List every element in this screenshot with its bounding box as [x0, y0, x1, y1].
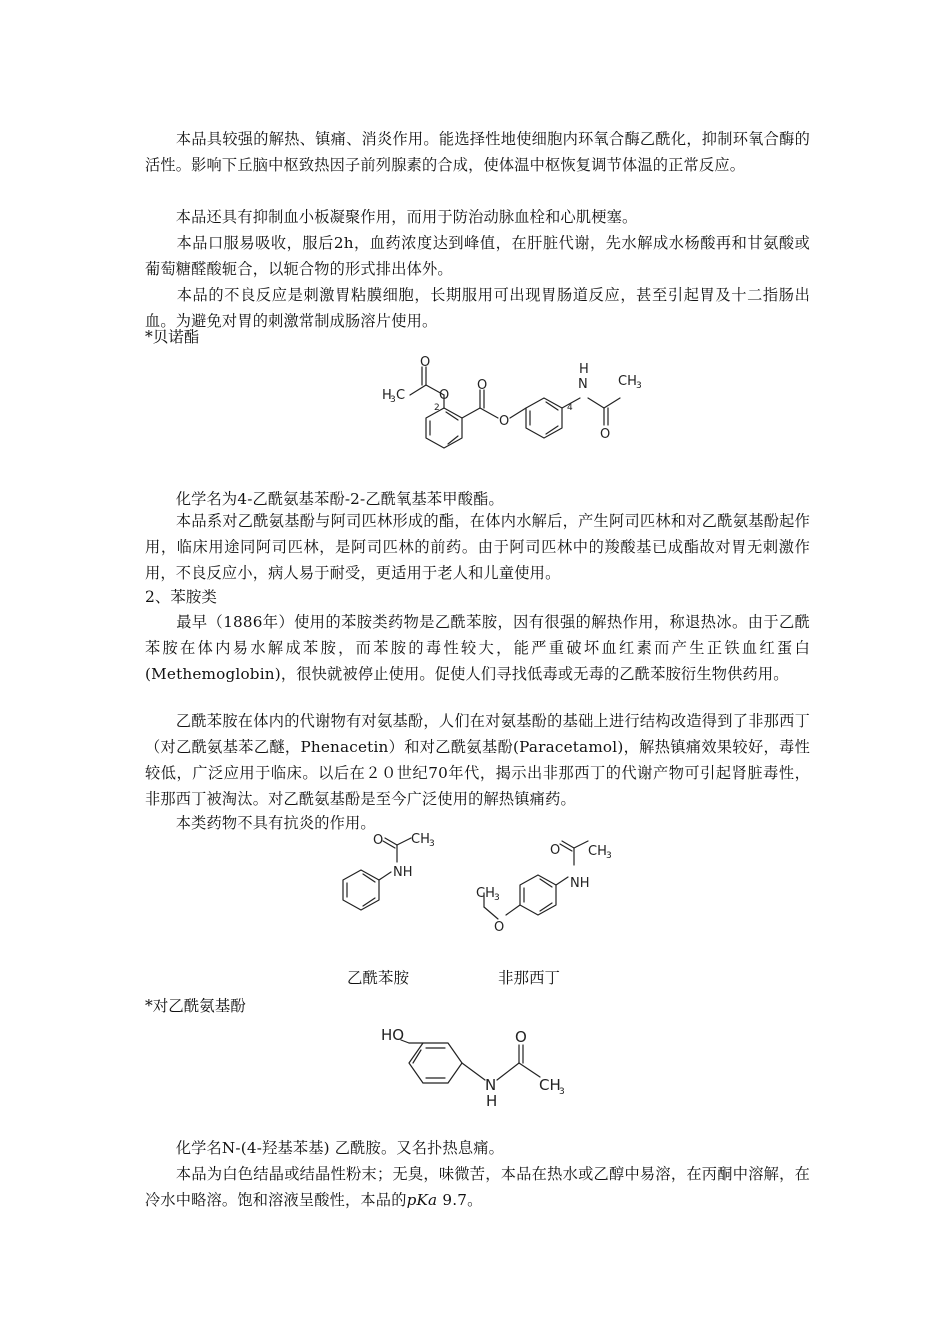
paragraph-no-anti-inflammatory: 本类药物不具有抗炎的作用。 — [145, 814, 376, 832]
benorilate-h3c-c: C — [396, 388, 406, 403]
phenacetin-o-carbonyl: O — [550, 843, 561, 858]
acetanilide-ch3-sub: 3 — [429, 839, 435, 849]
paragraph-absorption: 本品口服易吸收，服后2h，血药浓度达到峰值，在肝脏代谢，先水解成水杨酸再和甘氨酸或葡萄糖醛酸轭合，以轭合物的形式排出体外。 — [145, 234, 810, 278]
phenacetin-ethyl-ch: CH — [476, 886, 495, 901]
paragraph-antiplatelet: 本品还具有抑制血小板凝聚作用，而用于防治动脉血栓和心肌梗塞。 — [145, 208, 638, 226]
acetanilide-ch3-ch: CH — [411, 832, 430, 847]
paracetamol-n: N — [485, 1076, 497, 1094]
paragraph-aspirin-action: 本品具较强的解热、镇痛、消炎作用。能选择性地使细胞内环氧合酶乙酰化，抑制环氧合酶的活性。影响下丘脑中枢致热因子前列腺素的合成，使体温中枢恢复调节体温的正常反应。 — [145, 130, 810, 174]
phenacetin-ch3-sub: 3 — [606, 851, 612, 861]
paragraph-phenacetin-paracetamol: 乙酰苯胺在体内的代谢物有对氨基酚，人们在对氨基酚的基础上进行结构改造得到了非那西丁（对乙酰氨基苯乙醚，Phenacetin）和对乙酰氨基酚(Paracetamol)，解热镇痛效果较好，毒性较低，广泛应用于临床。以后在２０世纪70年代，揭示出非那西丁的代谢产物可引起肾脏毒性，非那西丁被淘汰。对乙酰氨基酚是至今广泛使用的解热镇痛药。 — [145, 712, 810, 808]
phenacetin-nh: NH — [570, 876, 590, 891]
acetanilide-structure — [335, 830, 455, 930]
benorilate-n: N — [578, 377, 588, 392]
heading-paracetamol: *对乙酰氨基酚 — [145, 997, 246, 1015]
benorilate-ch3-ch: CH — [618, 374, 637, 389]
acetanilide-nh: NH — [393, 865, 413, 880]
paragraph-side-effects: 本品的不良反应是刺激胃粘膜细胞，长期服用可出现胃肠道反应，甚至引起胃及十二指肠出血。为避免对胃的刺激常制成肠溶片使用。 — [145, 286, 810, 330]
paragraph-benorilate-name: 化学名为4-乙酰氨基苯酚-2-乙酰氧基苯甲酸酯。 — [145, 490, 504, 508]
benorilate-o-carbonyl-1: O — [420, 355, 431, 370]
paracetamol-ch3-ch: CH — [539, 1076, 561, 1094]
phenacetin-o-ether: O — [494, 920, 505, 935]
benorilate-ch3-sub: 3 — [636, 381, 642, 391]
paragraph-benorilate-desc: 本品系对乙酰氨基酚与阿司匹林形成的酯，在体内水解后，产生阿司匹林和对乙酰氨基酚起作用，临床用途同阿司匹林，是阿司匹林的前药。由于阿司匹林中的羧酸基已成酯故对胃无刺激作用，不良反应小，病人易于耐受，更适用于老人和儿童使用。 — [145, 512, 810, 582]
paragraph-paracetamol-name: 化学名N-(4-羟基苯基) 乙酰胺。又名扑热息痛。 — [145, 1139, 505, 1157]
heading-aniline-class: 2、苯胺类 — [145, 588, 217, 606]
benorilate-nh-h: H — [579, 362, 589, 377]
paracetamol-structure — [375, 1020, 585, 1115]
benorilate-o-ether-2: O — [499, 414, 510, 429]
paracetamol-ch3-sub: 3 — [559, 1087, 565, 1097]
benorilate-structure — [380, 355, 680, 470]
paragraph-acetanilide-history: 最早（1886年）使用的苯胺类药物是乙酰苯胺，因有很强的解热作用，称退热冰。由于乙酰苯胺在体内易水解成苯胺，而苯胺的毒性较大，能严重破坏血红素而产生正铁血红蛋白(Methemoglobin)，很快就被停止使用。促使人们寻找低毒或无毒的乙酰苯胺衍生物供药用。 — [145, 613, 810, 683]
paracetamol-o: O — [515, 1028, 527, 1046]
heading-benorilate: *贝诺酯 — [145, 328, 200, 346]
benorilate-h3c-sub: 3 — [390, 395, 396, 405]
benorilate-o-carbonyl-2: O — [477, 378, 488, 393]
paragraph-paracetamol-properties — [145, 1161, 810, 1213]
caption-phenacetin: 非那西丁 — [498, 969, 561, 987]
pka-value: 9.7。 — [437, 1191, 483, 1209]
benorilate-position-4: 4 — [567, 403, 573, 413]
phenacetin-structure — [470, 835, 630, 940]
paracetamol-properties-text: 本品为白色结晶或结晶性粉末；无臭，味微苦，本品在热水或乙醇中易溶，在丙酮中溶解，在冷水中略溶。饱和溶液呈酸性，本品的 — [145, 1165, 810, 1209]
pka-symbol: pKa — [406, 1191, 438, 1209]
benorilate-position-2: 2 — [434, 403, 440, 413]
paracetamol-ho: HO — [381, 1026, 405, 1044]
phenacetin-ethyl-sub: 3 — [494, 893, 500, 903]
benorilate-h3c-h: H — [382, 388, 392, 403]
benorilate-o-amide: O — [600, 427, 611, 442]
benorilate-o-ether-1: O — [439, 388, 450, 403]
caption-acetanilide: 乙酰苯胺 — [347, 969, 410, 987]
phenacetin-ch3-ch: CH — [588, 844, 607, 859]
acetanilide-o: O — [373, 833, 384, 848]
paracetamol-h: H — [486, 1092, 498, 1110]
